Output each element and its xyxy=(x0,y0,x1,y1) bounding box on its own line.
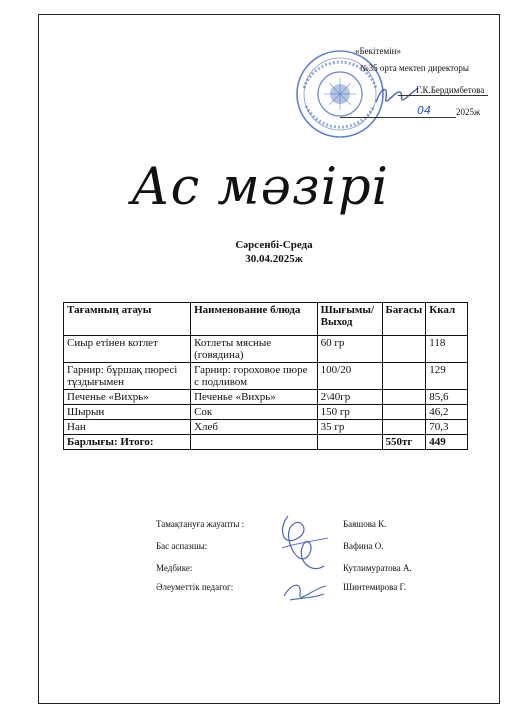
signature-role: Тамақтануға жауапты : xyxy=(156,519,245,529)
table-cell: 449 xyxy=(426,435,468,450)
table-cell: Сок xyxy=(191,405,318,420)
table-cell: Котлеты мясные (говядина) xyxy=(191,336,318,363)
menu-table xyxy=(63,302,468,450)
approval-director: Г.К.Бердимбетова xyxy=(416,85,485,95)
table-cell: Печенье «Вихрь» xyxy=(64,390,191,405)
signature-name: Шинтемирова Г. xyxy=(343,582,406,592)
table-cell: 70,3 xyxy=(426,420,468,435)
table-row xyxy=(64,420,468,435)
approval-title: «Бекітемін» xyxy=(355,46,401,56)
table-cell: 150 гр xyxy=(317,405,382,420)
table-cell xyxy=(382,420,426,435)
table-cell: Нан xyxy=(64,420,191,435)
table-cell xyxy=(382,336,426,363)
signature-name: Вафина О. xyxy=(343,541,384,551)
menu-date: 30.04.2025ж xyxy=(245,253,303,265)
table-cell: 35 гр xyxy=(317,420,382,435)
table-cell: 100/20 xyxy=(317,363,382,390)
table-cell: Барлығы: Итого: xyxy=(64,435,191,450)
table-row xyxy=(64,336,468,363)
column-header: Тағамның атауы xyxy=(64,303,191,336)
page-title: Ас мәзірі xyxy=(131,158,389,217)
table-row xyxy=(64,390,468,405)
date-line xyxy=(340,117,456,118)
menu-days: Сәрсенбі-Среда xyxy=(235,239,313,251)
table-cell: 118 xyxy=(426,336,468,363)
table-cell xyxy=(382,363,426,390)
column-header: Бағасы xyxy=(382,303,426,336)
table-cell: 2\40гр xyxy=(317,390,382,405)
table-header-row xyxy=(64,303,468,336)
approval-year: 2025ж xyxy=(456,107,481,117)
table-cell: 129 xyxy=(426,363,468,390)
table-cell xyxy=(317,435,382,450)
table-cell: Гарнир: бұршақ пюресі тұздығымен xyxy=(64,363,191,390)
signature-icon xyxy=(268,508,338,580)
table-cell: 85,6 xyxy=(426,390,468,405)
table-cell: 46,2 xyxy=(426,405,468,420)
table-cell: Сиыр етінен котлет xyxy=(64,336,191,363)
table-cell xyxy=(191,435,318,450)
table-cell xyxy=(382,405,426,420)
approval-date-handwritten: 04 xyxy=(417,104,431,117)
table-cell: Хлеб xyxy=(191,420,318,435)
director-signature-line xyxy=(398,95,488,96)
column-header: Наименование блюда xyxy=(191,303,318,336)
column-header: Ккал xyxy=(426,303,468,336)
signature-role: Әлеуметтік педагог: xyxy=(156,582,234,592)
approval-school: №35 орта мектеп директоры xyxy=(360,63,469,73)
signature-icon xyxy=(280,578,330,606)
table-row xyxy=(64,405,468,420)
table-cell: 550тг xyxy=(382,435,426,450)
table-cell: Печенье «Вихрь» xyxy=(191,390,318,405)
table-cell: 60 гр xyxy=(317,336,382,363)
signature-name: Баяшова К. xyxy=(343,519,387,529)
table-row xyxy=(64,363,468,390)
table-cell: Гарнир: гороховое пюре с подливом xyxy=(191,363,318,390)
table-cell: Шырын xyxy=(64,405,191,420)
table-cell xyxy=(382,390,426,405)
table-total-row xyxy=(64,435,468,450)
signature-name: Кутлимуратова А. xyxy=(343,563,412,573)
column-header: Шығымы/ Выход xyxy=(317,303,382,336)
signature-role: Медбике: xyxy=(156,563,193,573)
signature-role: Бас аспазшы: xyxy=(156,541,208,551)
